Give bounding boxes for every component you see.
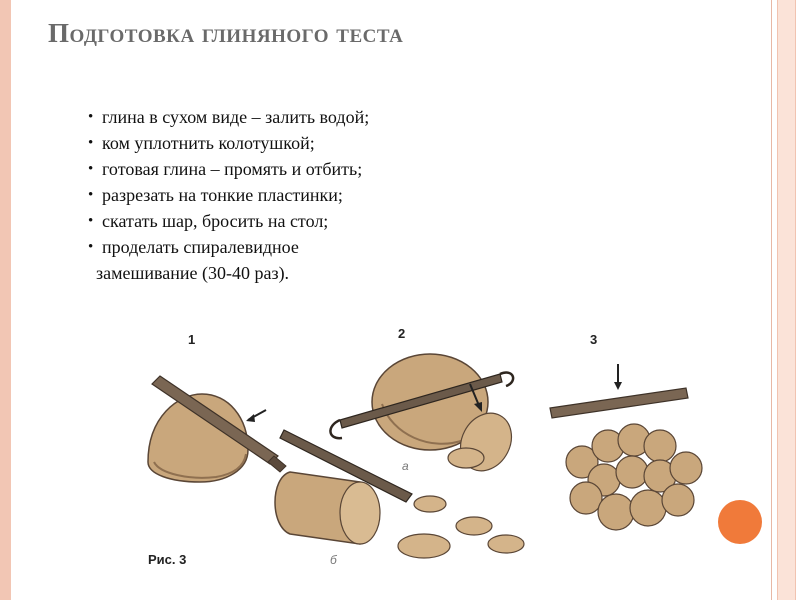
orange-circle-decoration xyxy=(718,500,762,544)
sub-label: б xyxy=(330,553,337,567)
bullet-text: скатать шар, бросить на стол; xyxy=(102,211,329,231)
bullet-text: готовая глина – промять и отбить; xyxy=(102,159,363,179)
clay-slab xyxy=(448,448,484,468)
bullet-text: ком уплотнить колотушкой; xyxy=(102,133,315,153)
figure-caption: Рис. 3 xyxy=(148,552,187,567)
slide-title: Подготовка глиняного теста xyxy=(48,18,404,48)
bullet-text: разрезать на тонкие пластинки; xyxy=(102,185,343,205)
clay-slice xyxy=(488,535,524,553)
clay-ball-small xyxy=(598,494,634,530)
bullet-dot: • xyxy=(88,213,94,229)
clay-ball-small xyxy=(630,490,666,526)
clay-ball-small xyxy=(570,482,602,514)
bullet-dot: • xyxy=(88,161,94,177)
panel-2-cutting xyxy=(330,326,521,480)
clay-ball-small xyxy=(644,430,676,462)
left-accent-bar xyxy=(0,0,11,600)
bullet-item xyxy=(88,104,508,130)
clay-ball-small xyxy=(670,452,702,484)
bullet-text: глина в сухом виде – залить водой; xyxy=(102,107,370,127)
arrowhead-icon xyxy=(246,414,255,422)
bullet-item xyxy=(88,234,508,286)
clay-slice xyxy=(414,496,446,512)
bullet-dot: • xyxy=(88,109,94,125)
sub-label: а xyxy=(402,459,409,473)
arrowhead-icon xyxy=(614,382,622,390)
clay-log-face xyxy=(340,482,380,544)
step-number: 2 xyxy=(398,326,406,341)
clay-preparation-illustration xyxy=(130,312,710,582)
step-number: 3 xyxy=(590,332,598,347)
clay-ball-small xyxy=(616,456,648,488)
bullet-continuation: замешивание (30-40 раз). xyxy=(96,263,290,283)
clay-slice xyxy=(456,517,492,535)
bullet-item xyxy=(88,208,508,234)
right-border-inner xyxy=(777,0,796,600)
bullet-dot: • xyxy=(88,239,94,255)
clay-ball-small xyxy=(662,484,694,516)
bullet-dot: • xyxy=(88,135,94,151)
bullet-item xyxy=(88,156,508,182)
bullet-text: проделать спиралевидное xyxy=(102,237,299,257)
clay-slice xyxy=(398,534,450,558)
bullet-item xyxy=(88,130,508,156)
right-border-band xyxy=(771,0,800,600)
panel-1-ball-and-pin xyxy=(148,332,286,482)
panel-3-balls xyxy=(550,332,702,530)
rolling-pin xyxy=(550,388,688,418)
wire-cutter-handle-right xyxy=(500,373,513,386)
bullet-dot: • xyxy=(88,187,94,203)
bullet-item xyxy=(88,182,508,208)
step-number: 1 xyxy=(188,332,196,347)
bullet-list xyxy=(88,104,508,286)
